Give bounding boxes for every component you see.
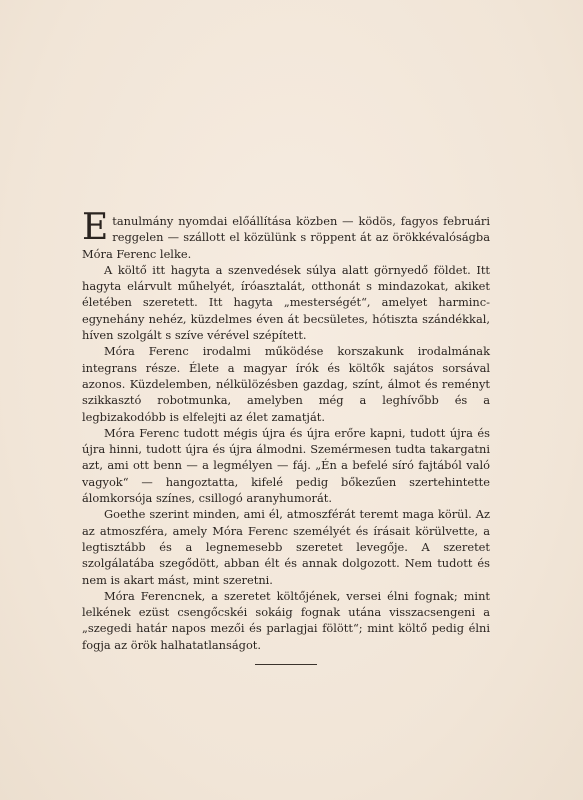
- paragraph-2: A költő itt hagyta a szenvedések súlya alatt görnyedő földet. Itt hagyta elárvult műhelyét, íróasztalát, otthonát s mindazokat, akiket életében szeretett. Itt hagyta „mesterségét“, amelyet harminc-egynehány nehéz, küzdelmes éven át becsületes, hótiszta szándékkal, híven szolgált s szíve vérével szépített.: [82, 262, 490, 343]
- paragraph-5: Goethe szerint minden, ami él, atmoszférát teremt maga körül. Az az atmoszféra, amely Móra Ferenc személyét és írásait körülvette, a legtisztább és a legnemesebb szeretet levegője. A szeretet szolgálatába szegődött, abban élt és annak dolgozott. Nem tudott és nem is akart mást, mint szeretni.: [82, 507, 490, 587]
- body-text: [82, 207, 490, 653]
- paragraph-1-text: tanulmány nyomdai előállítása közben — ködös, fagyos februári reggelen — szállott el közülünk s röppent át az örökkévalóságba Móra Ferenc lelke.: [82, 214, 490, 261]
- paragraph-4: Móra Ferenc tudott mégis újra és újra erőre kapni, tudott újra és újra hinni, tudott újra és újra álmodni. Szemérmesen tudta takargatni azt, ami ott benn — a legmélyen — fáj. „Én a befelé síró fajtából való vagyok“ — hangoztatta, kifelé pedig bőkezűen szertehintette álomkorsója színes, csillogó aranyhumorát.: [82, 425, 490, 506]
- paragraph-6: Móra Ferencnek, a szeretet költőjének, versei élni fognak; mint lelkének ezüst csengőcskéi sokáig fognak utána visszacsengeni a „szegedi határ napos mezői és parlagjai fölött“; mint költő pedig élni fogja az örök halhatatlanságot.: [82, 588, 490, 652]
- paragraph-3: Móra Ferenc irodalmi működése korszakunk irodalmának integrans része. Élete a magyar írók és költők sajátos sorsával azonos. Küzdelemben, nélkülözésben gazdag, színt, álmot és reményt szikkasztó robotmunka, amelyben még a leghívőbb és a legbizakodóbb is elfelejti az élet zamatját.: [82, 344, 490, 424]
- paragraph-1: [82, 207, 490, 262]
- drop-cap: E: [82, 207, 109, 248]
- end-rule: [255, 664, 317, 665]
